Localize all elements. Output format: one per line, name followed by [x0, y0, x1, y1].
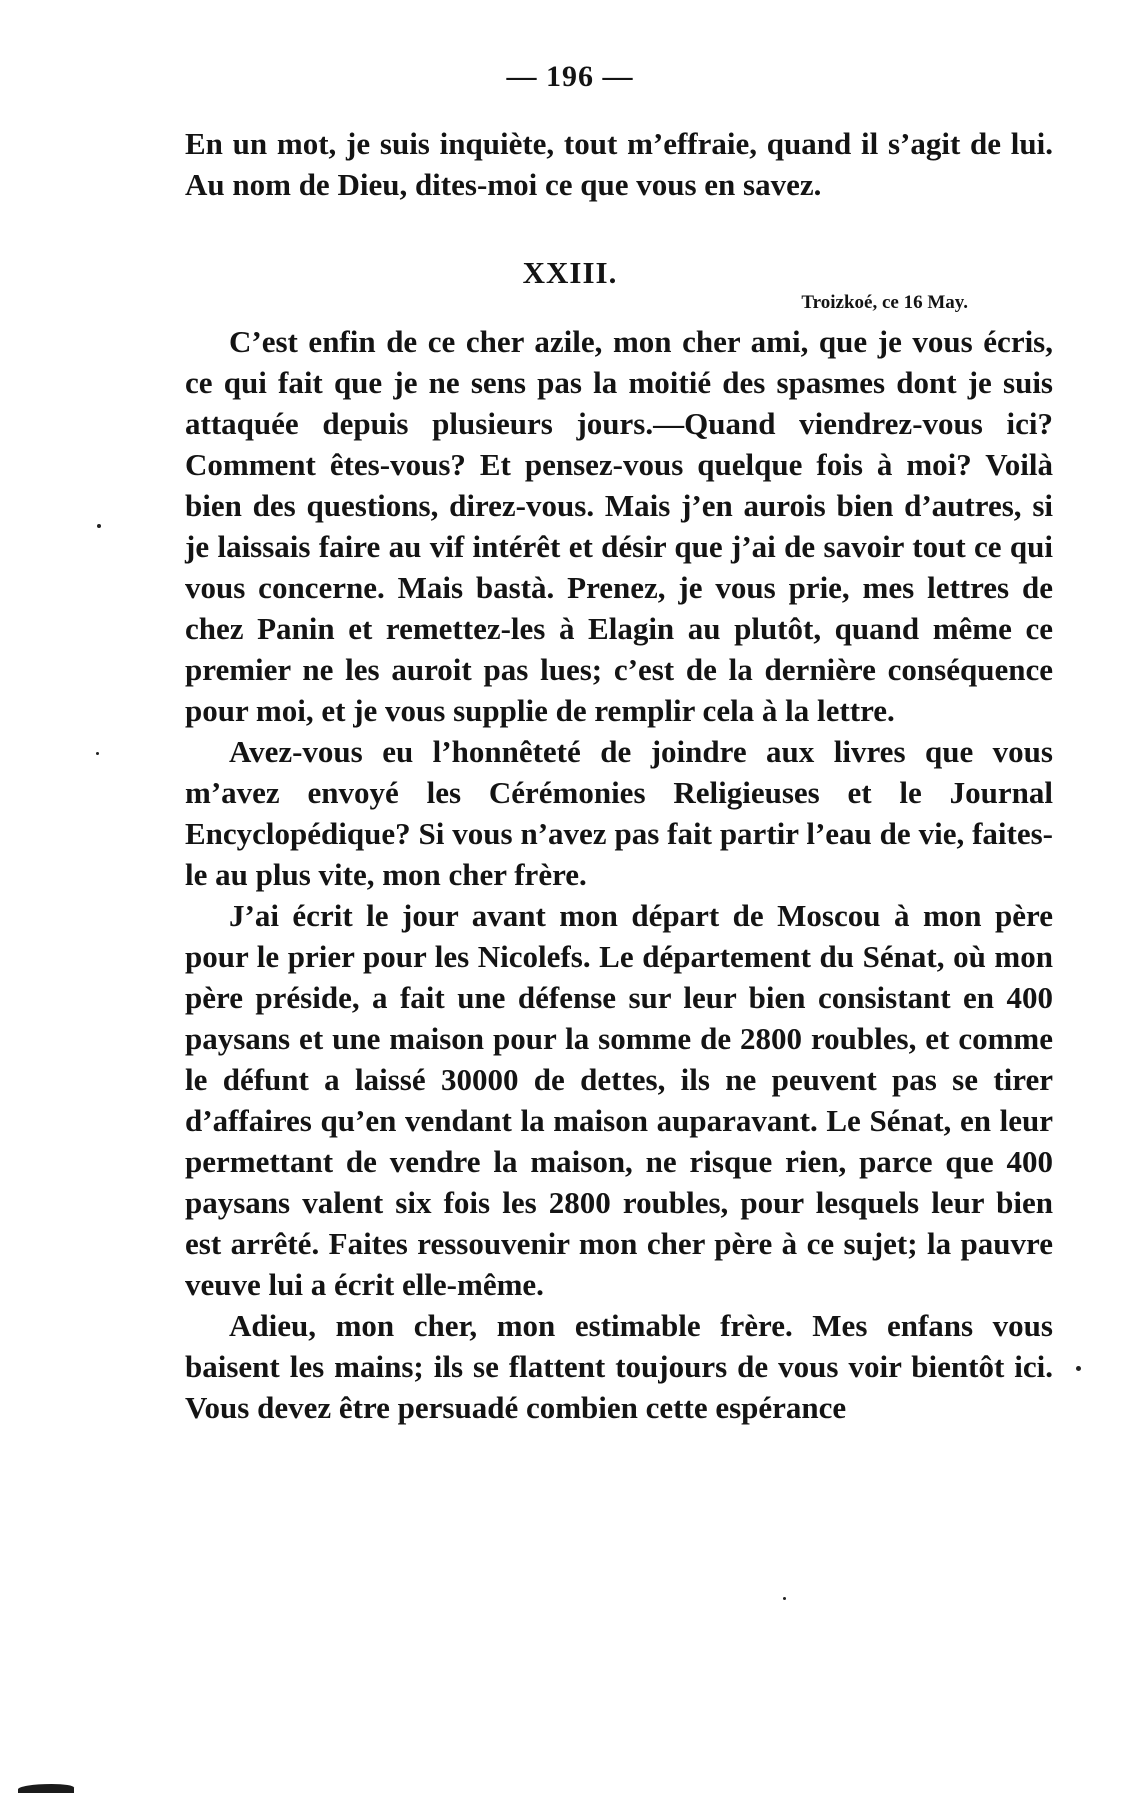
scan-edge-mark	[18, 1784, 74, 1793]
letter-paragraph-4: Adieu, mon cher, mon estimable frère. Mes enfans vous baisent les mains; ils se flattent toujours de vous voir bientôt ici. Vous devez être persuadé combien cette espérance	[185, 1308, 1053, 1425]
scan-speck	[1076, 1366, 1081, 1371]
letter-body	[185, 321, 1053, 1428]
page-number: — 196 —	[506, 60, 634, 93]
intro-text-block	[185, 123, 1053, 205]
scan-speck	[783, 1597, 786, 1600]
intro-paragraph: En un mot, je suis inquiète, tout m’effraie, quand il s’agit de lui. Au nom de Dieu, dites-moi ce que vous en savez.	[185, 126, 1053, 202]
letter-paragraph-2: Avez-vous eu l’honnêteté de joindre aux livres que vous m’avez envoyé les Cérémonies Religieuses et le Journal Encyclopédique? Si vous n’avez pas fait partir l’eau de vie, faites-le au plus vite, mon cher frère.	[185, 734, 1053, 892]
letter-paragraph-1: C’est enfin de ce cher azile, mon cher ami, que je vous écris, ce qui fait que je ne sens pas la moitié des spasmes dont je suis attaquée depuis plusieurs jours.—Quand viendrez-vous ici? Comment êtes-vous? Et pensez-vous quelque fois à moi? Voilà bien des questions, direz-vous. Mais j’en aurois bien d’autres, si je laissais faire au vif intérêt et désir que j’ai de savoir tout ce qui vous concerne. Mais bastà. Prenez, je vous prie, mes lettres de chez Panin et remettez-les à Elagin au plutôt, quand même ce premier ne les auroit pas lues; c’est de la dernière conséquence pour moi, et je vous supplie de remplir cela à la lettre.	[185, 324, 1053, 728]
scan-speck	[97, 524, 101, 528]
letter-number-heading: XXIII.	[522, 255, 618, 290]
letter-dateline: Troizkoé, ce 16 May.	[801, 292, 968, 313]
letter-paragraph-3: J’ai écrit le jour avant mon départ de Moscou à mon père pour le prier pour les Nicolefs. Le département du Sénat, où mon père préside, a fait une défense sur leur bien consistant en 400 paysans et une maison pour la somme de 2800 roubles, et comme le défunt a laissé 30000 de dettes, ils ne peuvent pas se tirer d’affaires qu’en vendant la maison auparavant. Le Sénat, en leur permettant de vendre la maison, ne risque rien, parce que 400 paysans valent six fois les 2800 roubles, pour lesquels leur bien est arrêté. Faites ressouvenir mon cher père à ce sujet; la pauvre veuve lui a écrit elle-même.	[185, 898, 1053, 1302]
scan-speck	[96, 752, 99, 755]
